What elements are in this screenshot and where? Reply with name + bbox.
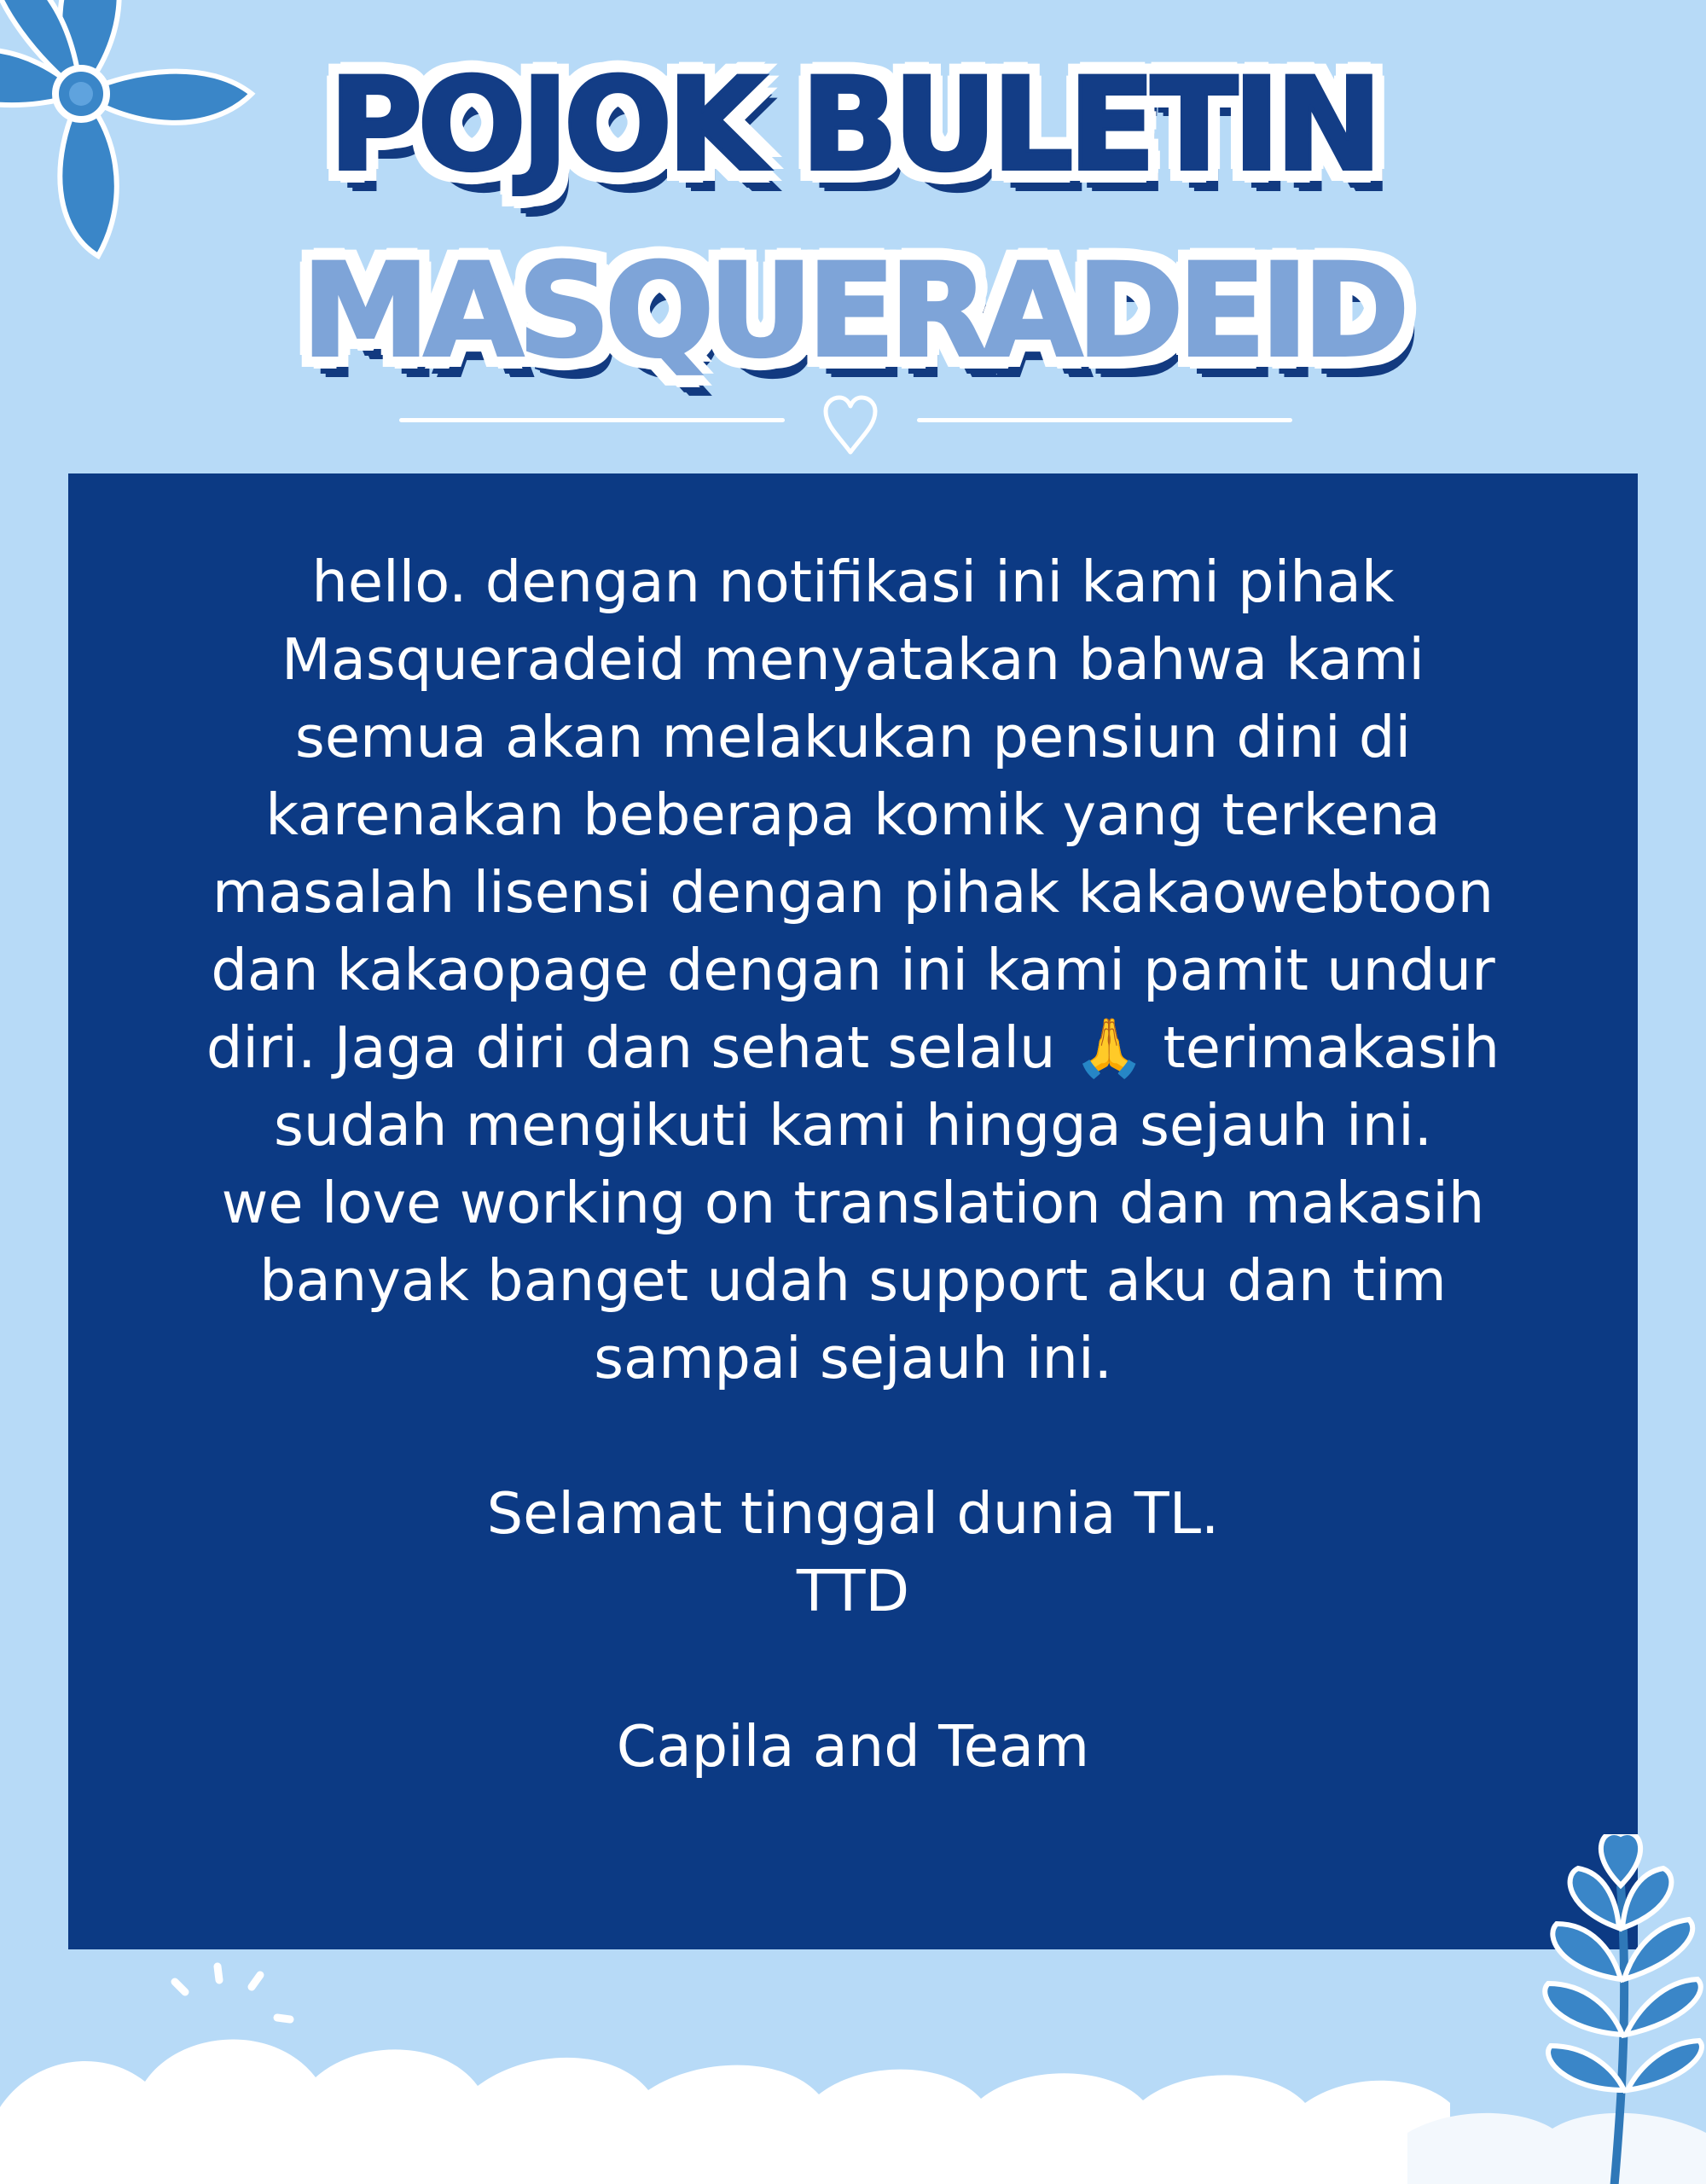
message-line: hello. dengan notifikasi ini kami pihak xyxy=(311,549,1395,615)
message-line: banyak banget udah support aku dan tim xyxy=(259,1247,1447,1314)
divider-right xyxy=(917,418,1292,422)
heart-icon xyxy=(821,394,880,457)
title-line-1: POJOK BULETIN xyxy=(328,51,1378,200)
spacer xyxy=(68,1630,1638,1708)
divider-left xyxy=(399,418,785,422)
message-line: sampai sejauh ini. xyxy=(594,1325,1112,1391)
signature-name: Capila and Team xyxy=(616,1713,1090,1780)
message-line: we love working on translation dan makasih xyxy=(221,1170,1485,1236)
message-line: Masqueradeid menyatakan bahwa kami xyxy=(281,626,1425,693)
farewell-line: Selamat tinggal dunia TL. xyxy=(486,1480,1220,1547)
message-line: karenakan beberapa komik yang terkena xyxy=(265,781,1441,848)
message-line: semua akan melakukan pensiun dini di xyxy=(294,704,1412,770)
leaf-branch-icon xyxy=(1510,1834,1706,2184)
message-line: sudah mengikuti kami hingga sejauh ini. xyxy=(273,1092,1433,1159)
cloud-icon xyxy=(0,2005,1706,2184)
signature-label: TTD xyxy=(796,1558,910,1624)
message-line: masalah lisensi dengan pihak kakaowebtoon xyxy=(212,859,1494,926)
spacer xyxy=(68,1397,1638,1475)
message-line: dan kakaopage dengan ini kami pamit undur xyxy=(211,937,1495,1003)
message-panel xyxy=(68,473,1638,1949)
message-body xyxy=(68,543,1638,1786)
message-line: diri. Jaga diri dan sehat selalu 🙏 terimakasih xyxy=(206,1014,1500,1081)
title-line-2: MASQUERADEID xyxy=(301,237,1405,386)
